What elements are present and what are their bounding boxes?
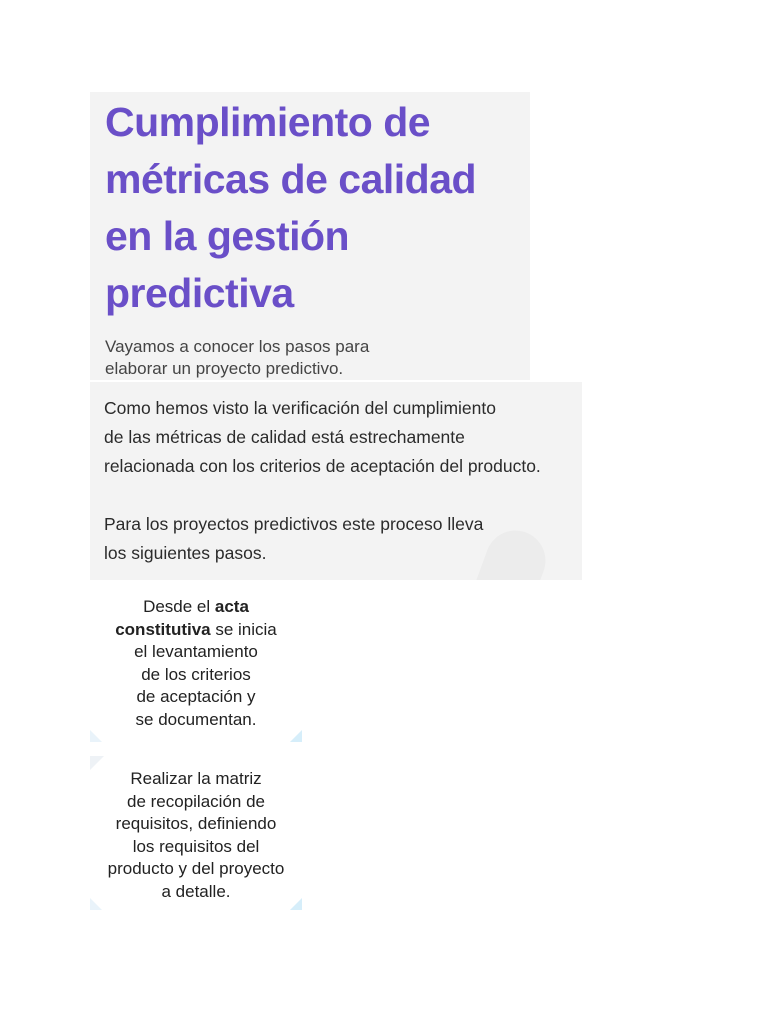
title-line-4: predictiva	[105, 270, 294, 316]
step-2-line-1: Realizar la matriz	[130, 769, 262, 788]
p2-line-2: los siguientes pasos.	[104, 543, 267, 563]
step-1-text	[90, 596, 302, 731]
step-2-line-4: los requisitos del	[132, 836, 260, 856]
step-1-lead: Desde el	[143, 597, 215, 616]
intro-paragraph-1	[104, 394, 584, 481]
intro-paragraph-2	[104, 510, 534, 568]
step-1-bold-constitutiva: constitutiva	[115, 619, 211, 639]
step-card-1	[90, 586, 302, 742]
title-line-3: en la gestión	[105, 213, 350, 259]
step-1-line-4: de los criterios	[141, 664, 251, 684]
p1-line-3: relacionada con los criterios de aceptación del producto.	[104, 456, 541, 476]
step-1-line-3: el levantamiento	[134, 642, 258, 661]
step-1-line-5: de aceptación y	[136, 687, 256, 706]
title-line-2: métricas de calidad	[105, 156, 477, 202]
p2-line-1: Para los proyectos predictivos este proceso lleva	[104, 514, 484, 534]
step-1-line-2-rest: se inicia	[210, 619, 277, 639]
step-2-line-2: de recopilación de	[127, 791, 265, 811]
page-title	[105, 94, 530, 322]
subtitle-line-2: elaborar un proyecto predictivo.	[105, 359, 344, 378]
step-1-bold-acta: acta	[214, 597, 249, 616]
step-1-line-6: se documentan.	[135, 709, 257, 729]
p1-line-2: de las métricas de calidad está estrechamente	[104, 427, 465, 447]
card-corner-decoration	[290, 730, 302, 742]
step-2-text	[90, 768, 302, 903]
subtitle-line-1: Vayamos a conocer los pasos para	[105, 337, 370, 356]
p1-line-1: Como hemos visto la verificación del cumplimiento	[104, 398, 496, 418]
page-subtitle	[105, 336, 425, 380]
step-2-line-5: producto y del proyecto	[107, 859, 285, 878]
step-card-2	[90, 756, 302, 910]
card-corner-decoration	[90, 730, 102, 742]
title-line-1: Cumplimiento de	[105, 99, 431, 145]
step-2-line-3: requisitos, definiendo	[115, 814, 277, 833]
step-2-line-6: a detalle.	[161, 881, 231, 901]
